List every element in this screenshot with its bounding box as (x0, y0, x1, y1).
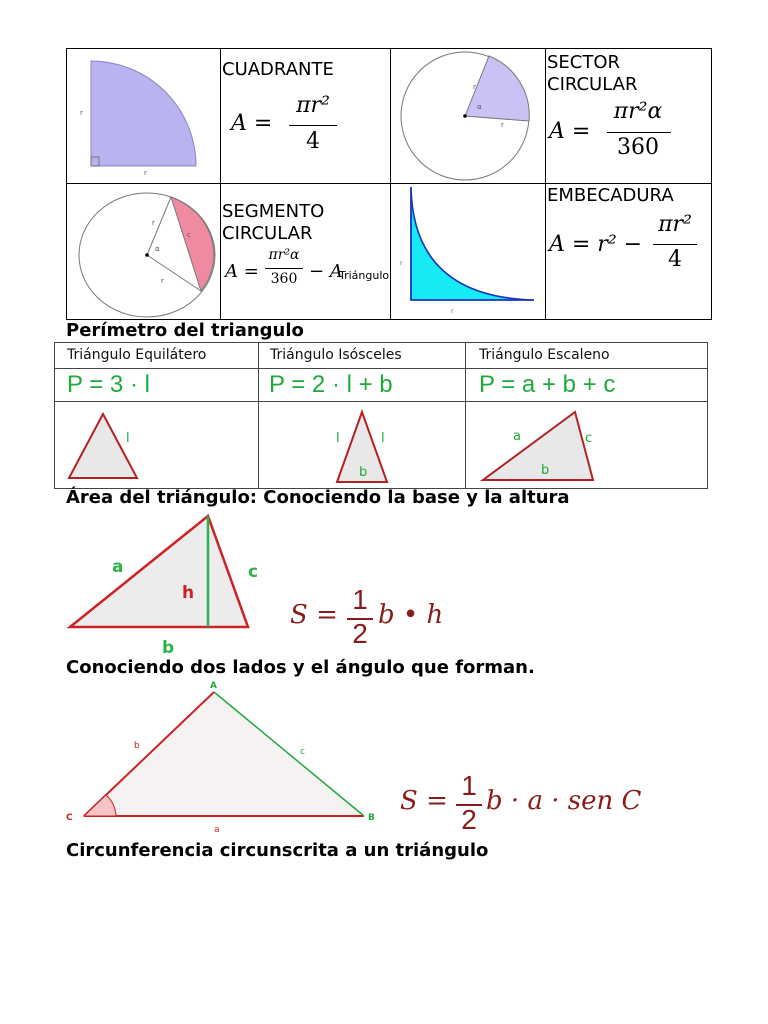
side-label: a (112, 557, 124, 577)
cuadrante-title: CUADRANTE (222, 59, 334, 80)
fraction-denominator: 2 (352, 618, 368, 649)
radius-label: r (144, 169, 147, 177)
vertex-label: C (66, 813, 73, 823)
sector-title-line1: SECTOR (547, 52, 621, 73)
side-label: a (513, 429, 521, 444)
segment-subscript: Triángulo (339, 269, 390, 282)
area-base-height-heading: Área del triángulo: Conociendo la base y la altura (66, 487, 570, 508)
scalene-triangle (483, 412, 593, 480)
radius-label: r (451, 308, 454, 315)
fraction-bar (289, 125, 337, 126)
side-label: l (336, 431, 340, 446)
radius-label: r (161, 277, 164, 285)
column-header-isosceles: Triángulo Isósceles (270, 347, 402, 363)
segment-lhs: A = (225, 261, 259, 282)
area-formula-rest: b • h (378, 600, 444, 630)
chord-label: c (187, 231, 191, 239)
area-two-sides-heading: Conociendo dos lados y el ángulo que forman. (66, 657, 535, 678)
quadrant-figure (77, 53, 217, 179)
fraction-denominator: 2 (461, 804, 477, 835)
two-sides-formula-rest: b · a · sen C (486, 786, 642, 816)
formula-equilateral: P = 3 · l (67, 371, 150, 398)
radius-label: r (400, 260, 403, 267)
base-height-triangle-figure (62, 510, 282, 660)
radius-label: r (501, 121, 504, 129)
divider (390, 49, 391, 319)
area-formula-lhs: S = (290, 600, 338, 630)
segment-title-line1: SEGMENTO (222, 201, 325, 222)
segment-figure (75, 187, 221, 319)
sector-denominator: 360 (617, 135, 659, 160)
sector-title-line2: CIRCULAR (547, 74, 638, 95)
embecadura-figure (397, 185, 543, 319)
perimeter-triangles (55, 402, 707, 488)
fraction-bar (265, 268, 303, 269)
two-sides-triangle-figure (62, 676, 386, 836)
radius-label: r (80, 109, 83, 117)
embecadura-numerator: πr² (658, 212, 692, 237)
sector-numerator: πr²α (613, 99, 663, 124)
segment-title-line2: CIRCULAR (222, 223, 313, 244)
divider (55, 368, 707, 369)
segment-numerator: πr²α (268, 247, 300, 263)
cuadrante-numerator: πr² (296, 93, 330, 118)
side-label: b (134, 741, 140, 751)
vertex-label: A (210, 681, 217, 691)
equilateral-triangle (69, 414, 137, 478)
segment-rest: − A (309, 261, 343, 282)
side-label: b (359, 465, 368, 480)
formula-isosceles: P = 2 · l + b (269, 371, 393, 398)
column-header-scalene: Triángulo Escaleno (479, 347, 610, 363)
side-label: a (214, 825, 220, 835)
radius-label: r (473, 83, 476, 91)
side-label: b (541, 463, 550, 478)
angle-label: α (477, 103, 482, 111)
side-label: c (248, 562, 259, 582)
fraction-numerator: 1 (352, 584, 368, 615)
column-header-equilateral: Triángulo Equilátero (67, 347, 207, 363)
side-label: l (381, 431, 385, 446)
height-label: h (182, 583, 195, 603)
side-label: b (162, 638, 175, 658)
circumscribed-heading: Circunferencia circunscrita a un triángulo (66, 840, 489, 861)
divider (545, 49, 546, 319)
cuadrante-denominator: 4 (306, 129, 320, 154)
perimeter-table (54, 342, 708, 489)
segment-denominator: 360 (270, 271, 298, 287)
side-label: l (126, 431, 130, 446)
side-label: c (300, 747, 305, 757)
embecadura-lhs: A = r² − (549, 232, 643, 257)
embecadura-denominator: 4 (668, 247, 682, 272)
fraction-numerator: 1 (461, 770, 477, 801)
formula-scalene: P = a + b + c (479, 371, 616, 398)
perimeter-heading: Perímetro del triangulo (66, 320, 304, 341)
two-sides-formula-lhs: S = (400, 786, 448, 816)
fraction-bar (607, 132, 671, 133)
angle-label: α (155, 245, 160, 253)
area-formulas-table (66, 48, 712, 320)
vertex-label: B (368, 813, 375, 823)
embecadura-title: EMBECADURA (547, 185, 674, 206)
divider (67, 183, 711, 184)
fraction-bar (653, 244, 697, 245)
sector-lhs: A = (549, 119, 591, 144)
radius-label: r (152, 219, 155, 227)
sector-figure (393, 51, 543, 181)
side-label: c (585, 431, 593, 446)
cuadrante-lhs: A = (231, 111, 273, 136)
